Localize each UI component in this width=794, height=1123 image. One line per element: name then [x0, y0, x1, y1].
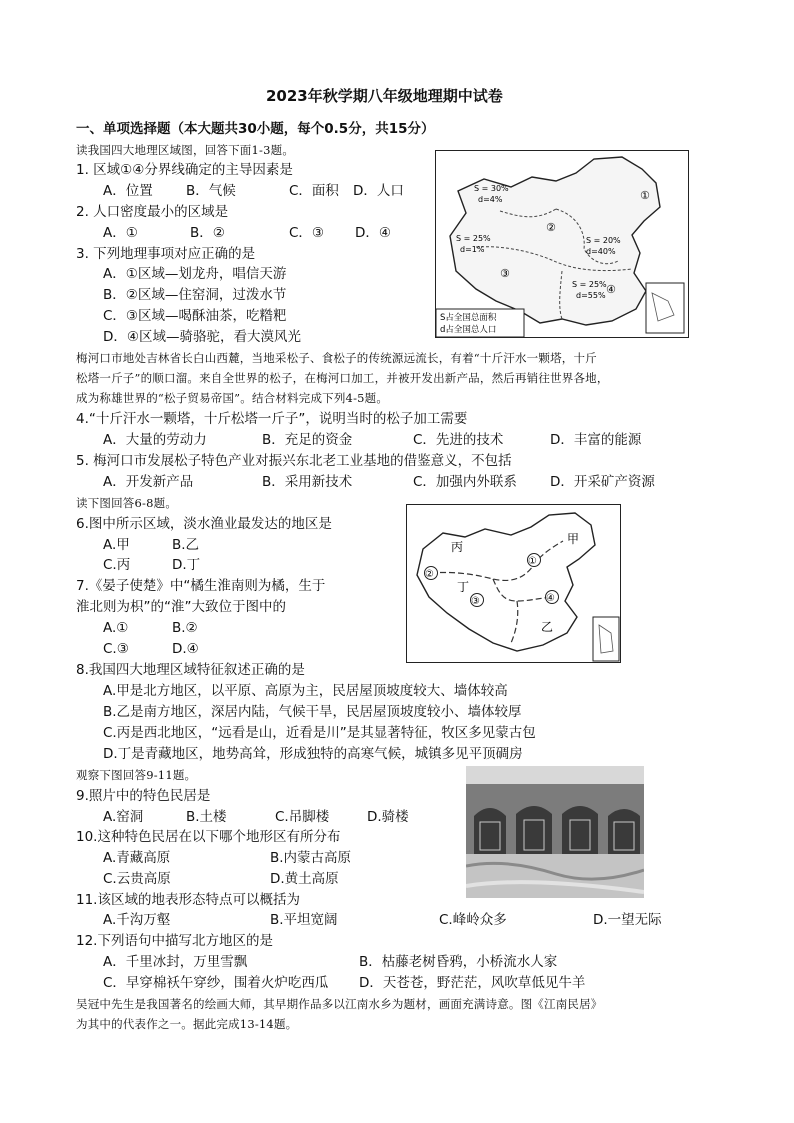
option: A．位置	[103, 183, 153, 199]
option: A.甲是北方地区，以平原、高原为主，民居屋顶坡度较大、墙体较高	[103, 683, 508, 699]
passage-line: 松塔一斤子”的顺口溜。来自全世界的松子，在梅河口加工，并被开发出新产品，然后再销往世界各地，	[76, 371, 609, 385]
china-regions-map	[435, 150, 689, 338]
map1-region: ③	[500, 267, 510, 280]
question-12: 12.下列语句中描写北方地区的是	[76, 933, 273, 949]
option: B.②	[172, 620, 198, 636]
map1-label: d=55%	[576, 291, 606, 300]
question-7-cont: 淮北则为枳”的“淮”大致位于图中的	[76, 599, 286, 615]
option: D.④	[172, 641, 199, 657]
intro-6-8: 读下图回答6-8题。	[76, 496, 178, 510]
map1-legend: d占全国总人口	[440, 325, 497, 335]
option: A．大量的劳动力	[103, 432, 207, 448]
map1-region: ①	[640, 189, 650, 202]
option: B．气候	[186, 183, 236, 199]
option: A．①	[103, 225, 138, 241]
option: B．充足的资金	[262, 432, 353, 448]
question-10: 10.这种特色民居在以下哪个地形区有所分布	[76, 829, 341, 845]
option: C．早穿棉袄午穿纱，围着火炉吃西瓜	[103, 975, 329, 991]
option: D.丁是青藏地区，地势高耸，形成独特的高寒气候，城镇多见平顶碉房	[103, 746, 523, 762]
map2-marker: ④	[546, 593, 555, 604]
map1-label: S = 25%	[456, 234, 491, 243]
option: B.平坦宽阔	[270, 912, 338, 928]
map1-label: S = 25%	[572, 280, 607, 289]
map2-marker: ③	[471, 596, 480, 607]
option: B.乙是南方地区，深居内陆，气候干旱，民居屋顶坡度较小、墙体较厚	[103, 704, 522, 720]
option: D．丰富的能源	[550, 432, 642, 448]
option: B.内蒙古高原	[270, 850, 352, 866]
question-7: 7.《晏子使楚》中“橘生淮南则为橘，生于	[76, 578, 326, 594]
option: C.丙是西北地区，“远看是山，近看是川”是其显著特征，牧区多见蒙古包	[103, 725, 536, 741]
option: B.乙	[172, 537, 200, 553]
cave-dwelling-photo	[466, 766, 644, 898]
option: C．③	[289, 225, 325, 241]
question-9: 9.照片中的特色民居是	[76, 788, 211, 804]
option: B．②区域—住窑洞，过泼水节	[103, 287, 287, 303]
question-2: 2. 人口密度最小的区域是	[76, 204, 229, 220]
map1-legend: S占全国总面积	[440, 313, 497, 323]
option: D．④区域—骑骆驼，看大漠风光	[103, 329, 301, 345]
question-5: 5. 梅河口市发展松子特色产业对振兴东北老工业基地的借鉴意义，不包括	[76, 453, 512, 469]
question-4: 4.“十斤汗水一颗塔，十斤松塔一斤子”，说明当时的松子加工需要	[76, 411, 468, 427]
option: C．面积	[289, 183, 339, 199]
option: C.峰岭众多	[439, 912, 507, 928]
intro-1-3: 读我国四大地理区域图，回答下面1-3题。	[76, 143, 295, 157]
passage-line: 吴冠中先生是我国著名的绘画大师，其早期作品多以江南水乡为题材，画面充满诗意。图《江南民居》	[76, 997, 603, 1011]
option: D．人口	[353, 183, 404, 199]
map2-marker: ①	[528, 556, 537, 567]
option: D.黄土高原	[270, 871, 339, 887]
option: C.吊脚楼	[275, 809, 330, 825]
map2-region: 甲	[567, 532, 580, 546]
option: A.千沟万壑	[103, 912, 171, 928]
map1-label: d=4%	[478, 195, 503, 204]
option: D.丁	[172, 557, 201, 573]
option: B．枯藤老树昏鸦，小桥流水人家	[359, 954, 558, 970]
china-four-regions-map	[406, 504, 621, 663]
option: B.土楼	[186, 809, 227, 825]
option: B．采用新技术	[262, 474, 353, 490]
map1-label: d=40%	[586, 247, 616, 256]
map1-region: ④	[606, 283, 616, 296]
option: C．先进的技术	[413, 432, 504, 448]
option: D.骑楼	[367, 809, 409, 825]
question-3: 3. 下列地理事项对应正确的是	[76, 246, 256, 262]
passage-line: 成为称雄世界的“松子贸易帝国”。结合材料完成下列4-5题。	[76, 391, 389, 405]
map2-marker: ②	[425, 569, 434, 580]
option: C．加强内外联系	[413, 474, 517, 490]
option: B．②	[190, 225, 225, 241]
option: A．千里冰封，万里雪飘	[103, 954, 248, 970]
map1-label: S = 30%	[474, 184, 509, 193]
option: D．开采矿产资源	[550, 474, 655, 490]
map2-region: 丙	[451, 540, 464, 554]
map1-label: d=1%	[460, 245, 485, 254]
option: C.③	[103, 641, 129, 657]
passage-line: 梅河口市地处吉林省长白山西麓，当地采松子、食松子的传统源远流长，有着“十斤汗水一颗塔，十斤	[76, 351, 597, 365]
passage-line: 为其中的代表作之一。据此完成13-14题。	[76, 1017, 298, 1031]
option: A.窑洞	[103, 809, 144, 825]
option: A．①区域—划龙舟，唱信天游	[103, 266, 287, 282]
option: C．③区域—喝酥油茶，吃糌粑	[103, 308, 287, 324]
map2-region: 丁	[457, 580, 470, 594]
option: A.①	[103, 620, 129, 636]
map1-region: ②	[546, 221, 556, 234]
option: C.丙	[103, 557, 131, 573]
option: A．开发新产品	[103, 474, 194, 490]
question-8: 8.我国四大地理区域特征叙述正确的是	[76, 662, 305, 678]
option: D．天苍苍，野茫茫，风吹草低见牛羊	[359, 975, 586, 991]
map1-label: S = 20%	[586, 236, 621, 245]
section-heading: 一、单项选择题（本大题共30小题，每个0.5分，共15分）	[76, 121, 435, 137]
question-6: 6.图中所示区域，淡水渔业最发达的地区是	[76, 516, 332, 532]
option: C.云贵高原	[103, 871, 171, 887]
question-11: 11.该区域的地表形态特点可以概括为	[76, 892, 300, 908]
map2-region: 乙	[541, 620, 554, 634]
intro-9-11: 观察下图回答9-11题。	[76, 768, 197, 782]
option: D.一望无际	[593, 912, 662, 928]
option: A.甲	[103, 537, 130, 553]
option: D．④	[355, 225, 391, 241]
option: A.青藏高原	[103, 850, 171, 866]
question-1: 1. 区域①④分界线确定的主导因素是	[76, 162, 293, 178]
page-title: 2023年秋学期八年级地理期中试卷	[266, 87, 503, 105]
